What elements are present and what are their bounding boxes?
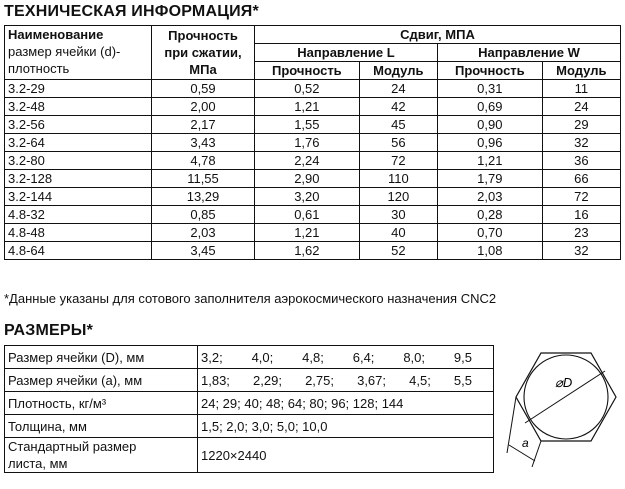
- table-cell: 1,08: [437, 242, 542, 260]
- dims-values: [198, 369, 494, 392]
- table-cell: 56: [359, 134, 437, 152]
- shear-header: Сдвиг, МПА: [255, 26, 621, 44]
- table-cell: 66: [542, 170, 620, 188]
- dims-label: Плотность, кг/м³: [5, 392, 198, 415]
- table-cell: 0,69: [437, 98, 542, 116]
- table-cell: 1,21: [437, 152, 542, 170]
- table-cell: 2,24: [255, 152, 360, 170]
- table-cell: 2,00: [152, 98, 255, 116]
- table-cell: 24: [359, 80, 437, 98]
- dims-table: [4, 345, 494, 473]
- dims-value: 3,2;: [201, 349, 223, 365]
- table-cell: 0,28: [437, 206, 542, 224]
- table-cell: 32: [542, 134, 620, 152]
- table-cell: 3.2-144: [5, 188, 152, 206]
- dims-value: 4,8;: [302, 349, 324, 365]
- table-cell: 36: [542, 152, 620, 170]
- table-cell: 3,45: [152, 242, 255, 260]
- table-cell: 0,90: [437, 116, 542, 134]
- dims-row: [5, 346, 494, 369]
- table-cell: 0,85: [152, 206, 255, 224]
- comp-header: [152, 26, 255, 80]
- table-cell: 110: [359, 170, 437, 188]
- dims-title: РАЗМЕРЫ*: [4, 322, 94, 339]
- dims-values: 1220×2440: [198, 438, 494, 473]
- table-cell: 2,03: [437, 188, 542, 206]
- table-cell: 1,21: [255, 98, 360, 116]
- table-cell: 29: [542, 116, 620, 134]
- dims-value: 8,0;: [403, 349, 425, 365]
- table-row: [5, 206, 621, 224]
- dims-value: 3,67;: [357, 372, 387, 388]
- table-cell: 0,59: [152, 80, 255, 98]
- dir-w-header: Направление W: [437, 44, 620, 62]
- table-cell: 72: [359, 152, 437, 170]
- strength-w-header: Прочность: [437, 62, 542, 80]
- tech-table: [4, 25, 621, 260]
- table-cell: 1,62: [255, 242, 360, 260]
- table-cell: 2,90: [255, 170, 360, 188]
- table-cell: 3,43: [152, 134, 255, 152]
- table-cell: 0,61: [255, 206, 360, 224]
- dims-value: 2,29;: [253, 372, 282, 388]
- dims-row: [5, 392, 494, 415]
- side-label: a: [522, 436, 529, 450]
- table-cell: 2,03: [152, 224, 255, 242]
- table-row: [5, 224, 621, 242]
- table-row: [5, 188, 621, 206]
- table-row: [5, 134, 621, 152]
- table-row: [5, 98, 621, 116]
- dims-values: 24; 29; 40; 48; 64; 80; 96; 128; 144: [198, 392, 494, 415]
- comp-header-line2: при сжатии,: [164, 45, 242, 60]
- table-cell: 1,55: [255, 116, 360, 134]
- dims-values: 1,5; 2,0; 3,0; 5,0; 10,0: [198, 415, 494, 438]
- table-row: [5, 242, 621, 260]
- table-cell: 3.2-80: [5, 152, 152, 170]
- table-cell: 2,17: [152, 116, 255, 134]
- table-cell: 45: [359, 116, 437, 134]
- table-cell: 13,29: [152, 188, 255, 206]
- dims-value: 1,83;: [201, 372, 230, 388]
- table-cell: 1,21: [255, 224, 360, 242]
- dims-label-line2: листа, мм: [8, 456, 68, 471]
- table-cell: 24: [542, 98, 620, 116]
- name-header-line1: Наименование: [8, 27, 104, 42]
- dims-row: [5, 438, 494, 473]
- dims-value: 2,75;: [305, 372, 334, 388]
- hexagon-cell-icon: [505, 345, 620, 485]
- dims-label: Размер ячейки (D), мм: [5, 346, 198, 369]
- table-cell: 3.2-29: [5, 80, 152, 98]
- name-header-line3: плотность: [8, 61, 70, 76]
- tech-title: ТЕХНИЧЕСКАЯ ИНФОРМАЦИЯ*: [4, 3, 259, 20]
- table-cell: 3.2-128: [5, 170, 152, 188]
- dims-value: 4,5;: [409, 372, 431, 388]
- table-cell: 72: [542, 188, 620, 206]
- table-cell: 1,76: [255, 134, 360, 152]
- table-cell: 0,96: [437, 134, 542, 152]
- dims-row: [5, 369, 494, 392]
- table-cell: 3,20: [255, 188, 360, 206]
- dir-l-header: Направление L: [255, 44, 438, 62]
- table-cell: 0,70: [437, 224, 542, 242]
- table-cell: 1,79: [437, 170, 542, 188]
- table-cell: 32: [542, 242, 620, 260]
- table-cell: 4,78: [152, 152, 255, 170]
- table-cell: 52: [359, 242, 437, 260]
- table-cell: 0,31: [437, 80, 542, 98]
- footnote: *Данные указаны для сотового заполнителя аэрокосмического назначения CNC2: [4, 291, 497, 306]
- name-header: [5, 26, 152, 80]
- table-cell: 4.8-48: [5, 224, 152, 242]
- strength-l-header: Прочность: [255, 62, 360, 80]
- table-cell: 3.2-56: [5, 116, 152, 134]
- comp-header-line3: МПа: [189, 62, 217, 77]
- table-cell: 23: [542, 224, 620, 242]
- table-row: [5, 116, 621, 134]
- table-cell: 30: [359, 206, 437, 224]
- table-cell: 40: [359, 224, 437, 242]
- table-cell: 42: [359, 98, 437, 116]
- diameter-label: ⌀D: [555, 375, 573, 390]
- table-cell: 16: [542, 206, 620, 224]
- dims-values: [198, 346, 494, 369]
- table-row: [5, 80, 621, 98]
- dims-label: [5, 438, 198, 473]
- table-row: [5, 152, 621, 170]
- table-cell: 0,52: [255, 80, 360, 98]
- table-cell: 11,55: [152, 170, 255, 188]
- name-header-line2: размер ячейки (d)-: [8, 44, 121, 59]
- table-cell: 11: [542, 80, 620, 98]
- dims-label: Размер ячейки (a), мм: [5, 369, 198, 392]
- table-cell: 120: [359, 188, 437, 206]
- dims-value: 5,5: [453, 372, 472, 388]
- dims-row: [5, 415, 494, 438]
- dims-label-line1: Стандартный размер: [8, 439, 137, 454]
- dims-value: 6,4;: [352, 349, 375, 365]
- table-cell: 4.8-64: [5, 242, 152, 260]
- dims-value: 4,0;: [251, 349, 274, 365]
- modulus-l-header: Модуль: [359, 62, 437, 80]
- table-cell: 3.2-48: [5, 98, 152, 116]
- table-cell: 4.8-32: [5, 206, 152, 224]
- table-cell: 3.2-64: [5, 134, 152, 152]
- dims-label: Толщина, мм: [5, 415, 198, 438]
- comp-header-line1: Прочность: [168, 28, 238, 43]
- dims-value: 9,5: [453, 349, 472, 365]
- table-row: [5, 170, 621, 188]
- modulus-w-header: Модуль: [542, 62, 620, 80]
